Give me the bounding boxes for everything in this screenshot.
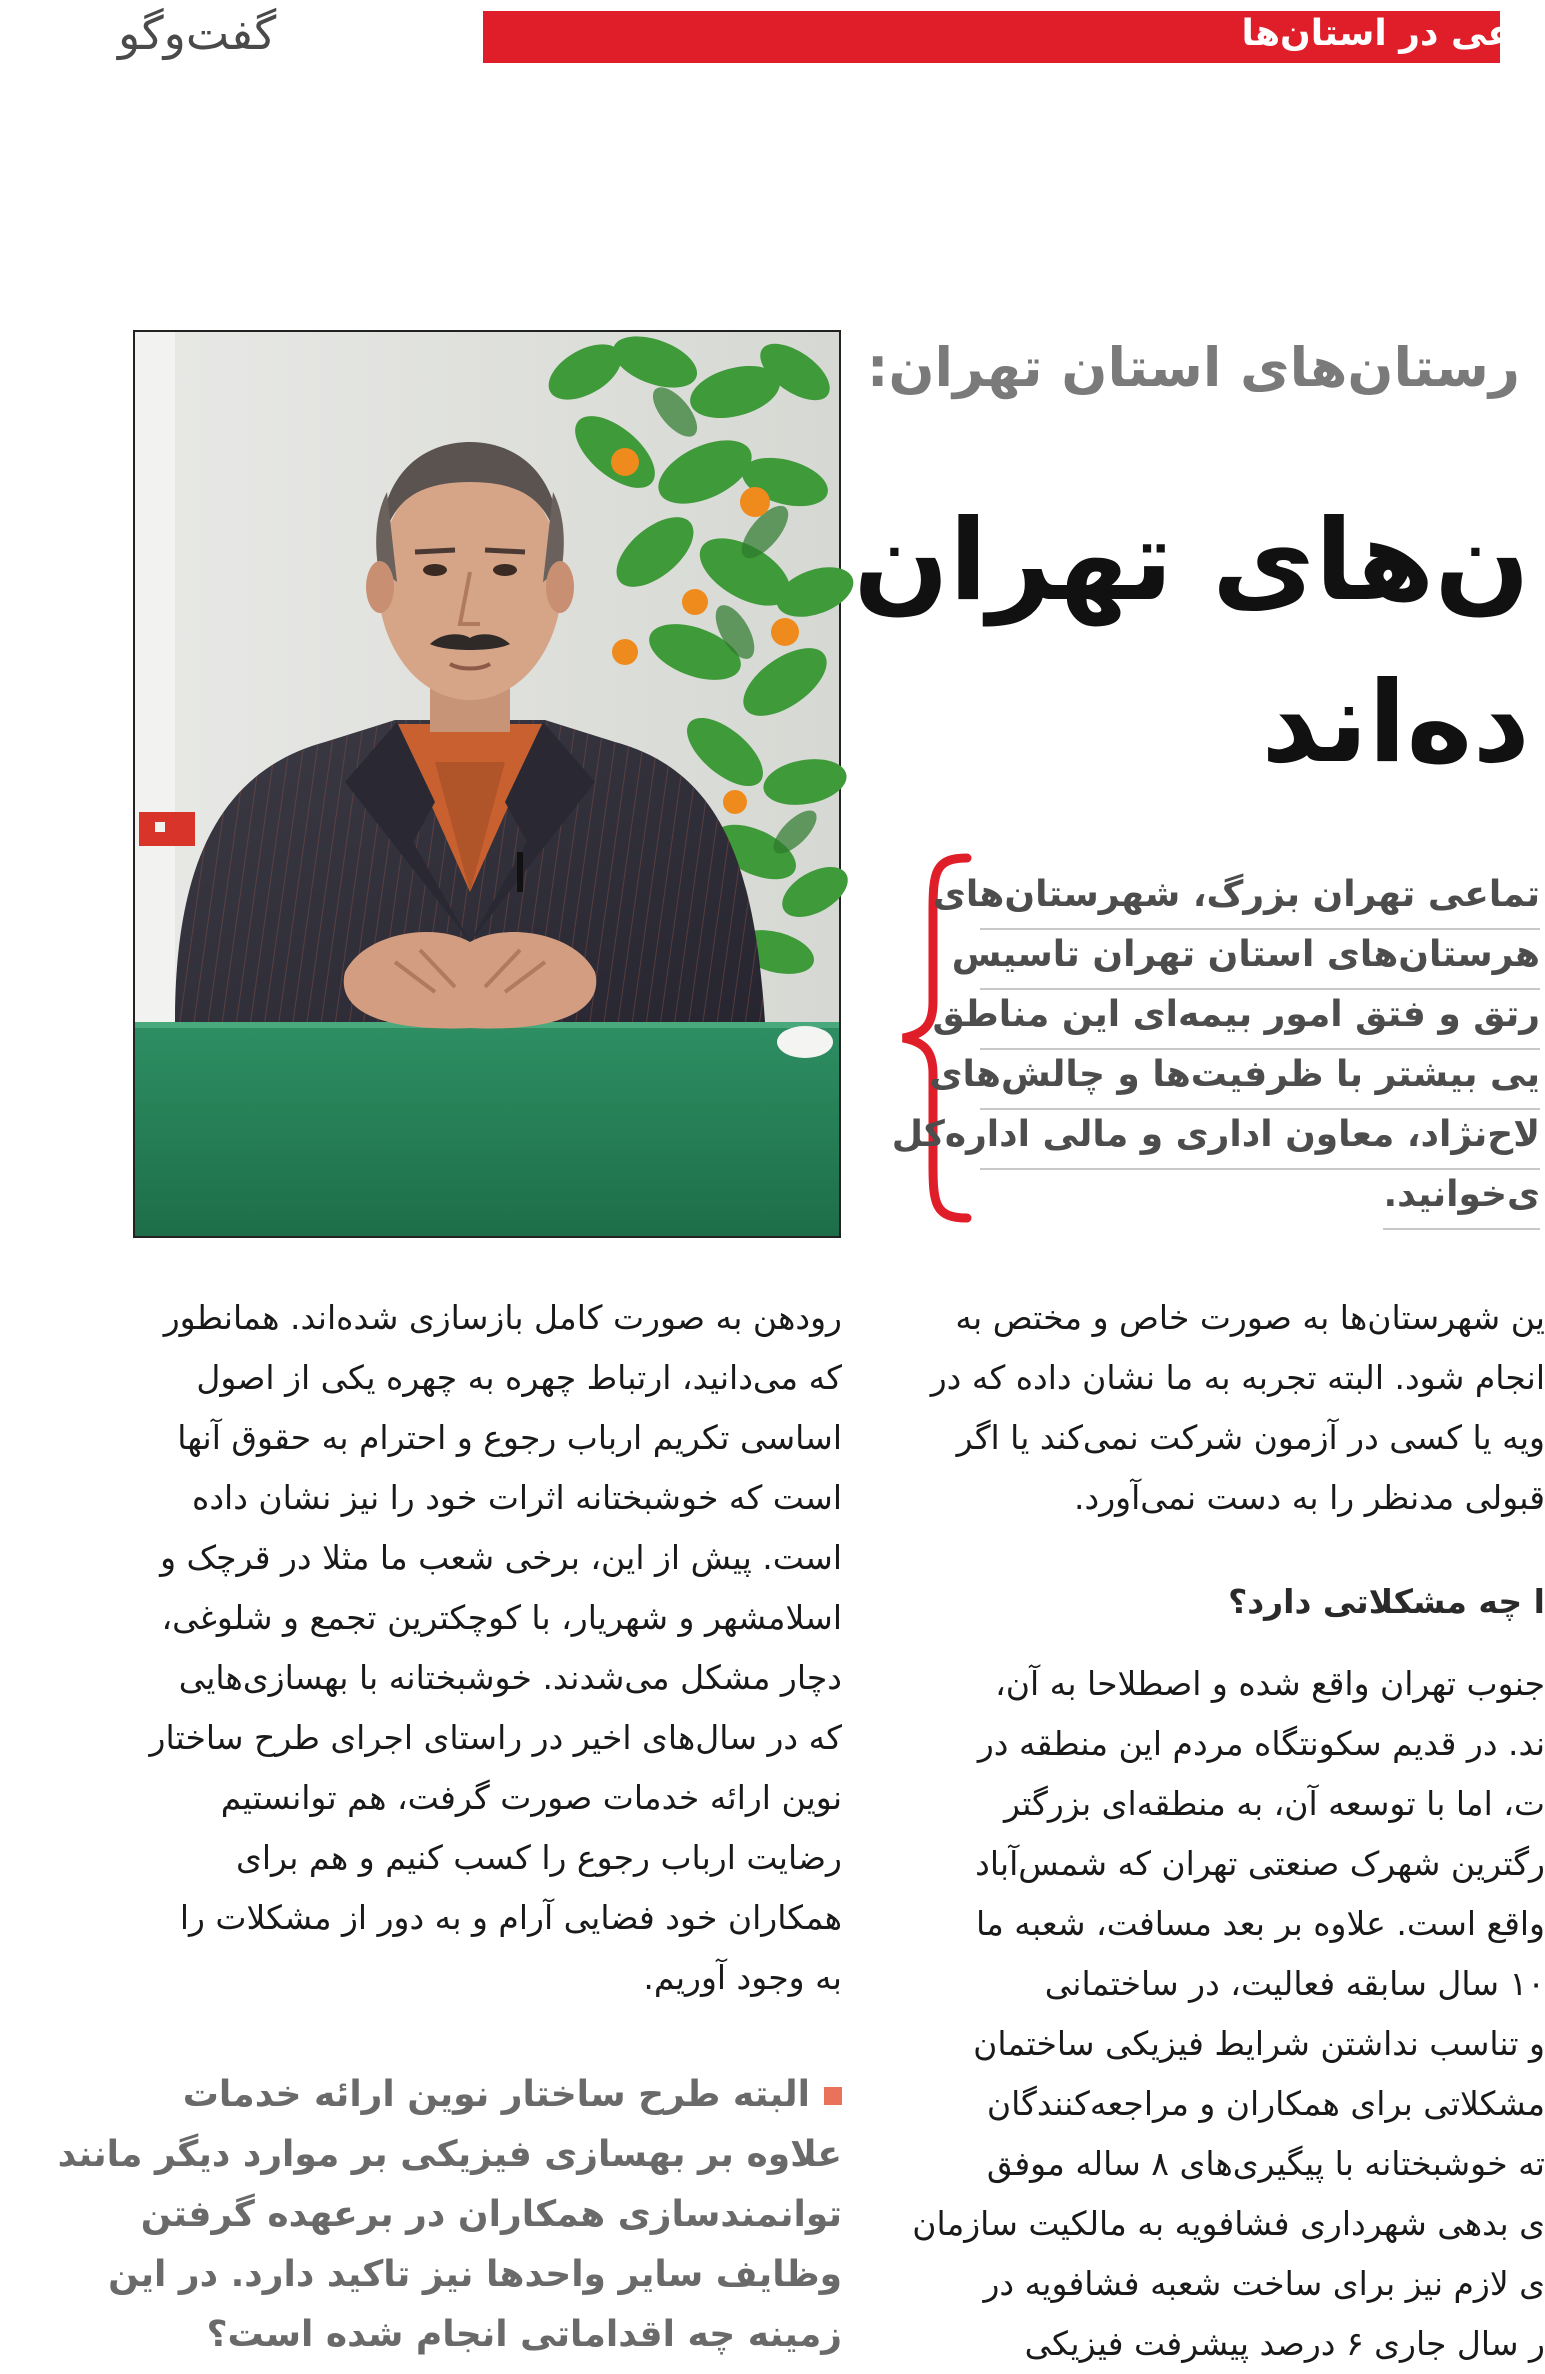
body-line: قبولی مدنظر را به دست نمی‌آورد. bbox=[1074, 1478, 1545, 1517]
body-line: است که خوشبختانه اثرات خود را نیز نشان داده bbox=[192, 1478, 842, 1517]
body-line: اساسی تکریم ارباب رجوع و احترام به حقوق آنها bbox=[177, 1418, 842, 1457]
body-line: ین شهرستان‌ها به صورت خاص و مختص به bbox=[955, 1298, 1545, 1337]
lead-line: هرستان‌های استان تهران تاسیس bbox=[980, 930, 1540, 990]
body-line: رودهن به صورت کامل بازسازی شده‌اند. همانطور bbox=[163, 1298, 842, 1337]
body-line: واقع است. علاوه بر بعد مسافت، شعبه ما bbox=[976, 1904, 1545, 1943]
article-column-right-body bbox=[905, 1654, 1545, 2374]
lead-line: ی‌خوانید. bbox=[1383, 1170, 1540, 1230]
lead-line: لاح‌نژاد، معاون اداری و مالی اداره‌کل bbox=[980, 1110, 1540, 1170]
article-column-right bbox=[905, 1288, 1545, 1528]
question-text: البته طرح ساختار نوین ارائه خدمات bbox=[182, 2074, 810, 2115]
headline-line-2: ده‌اند bbox=[1261, 658, 1530, 788]
body-line: که می‌دانید، ارتباط چهره به چهره یکی از اصول bbox=[196, 1358, 842, 1397]
body-line: ت، اما با توسعه آن، به منطقه‌ای بزرگتر bbox=[1003, 1784, 1545, 1823]
body-line: ند. در قدیم سکونتگاه مردم این منطقه در bbox=[977, 1724, 1545, 1763]
body-line: به وجود آوریم. bbox=[643, 1958, 842, 1997]
headline-kicker: رستان‌های استان تهران: bbox=[866, 336, 1520, 399]
section-red-bar bbox=[483, 11, 1512, 63]
body-line: ی لازم نیز برای ساخت شعبه فشافویه در bbox=[983, 2264, 1545, 2303]
body-line: رضایت ارباب رجوع را کسب کنیم و هم برای bbox=[236, 1838, 842, 1877]
body-line: ی بدهی شهرداری فشافویه به مالکیت سازمان bbox=[912, 2204, 1545, 2243]
question-bullet-icon bbox=[824, 2087, 842, 2105]
question-line: توانمندسازی همکاران در برعهده گرفتن bbox=[140, 2194, 842, 2235]
body-line: ۱۰ سال سابقه فعالیت، در ساختمانی bbox=[1044, 1964, 1545, 2003]
body-line: جنوب تهران واقع شده و اصطلاحا به آن، bbox=[995, 1664, 1545, 1703]
body-line: دچار مشکل می‌شدند. خوشبختانه با بهسازی‌هایی bbox=[178, 1658, 842, 1697]
lead-line: رتق و فتق امور بیمه‌ای این مناطق bbox=[980, 990, 1540, 1050]
lead-line: تماعی تهران بزرگ، شهرستان‌های bbox=[980, 870, 1540, 930]
body-line: ر سال جاری ۶ درصد پیشرفت فیزیکی bbox=[1024, 2324, 1545, 2363]
body-line: که در سال‌های اخیر در راستای اجرای طرح ساختار bbox=[149, 1718, 842, 1757]
portrait-photo bbox=[133, 330, 841, 1238]
question-line: وظایف سایر واحدها نیز تاکید دارد. در این bbox=[108, 2254, 842, 2295]
question-line: علاوه بر بهسازی فیزیکی بر موارد دیگر مانند bbox=[57, 2134, 842, 2175]
interview-question bbox=[57, 2065, 842, 2365]
sub-heading: ا چه مشکلاتی دارد؟ bbox=[1228, 1582, 1545, 1621]
lead-paragraph bbox=[891, 870, 1540, 1230]
headline-line-1: ن‌های تهران bbox=[853, 496, 1530, 626]
body-line: اسلامشهر و شهریار، با کوچکترین تجمع و شلوغی، bbox=[161, 1598, 842, 1637]
body-line: و تناسب نداشتن شرایط فیزیکی ساختمان bbox=[973, 2024, 1545, 2063]
body-line: رگترین شهرک صنعتی تهران که شمس‌آباد bbox=[975, 1844, 1545, 1883]
portrait-photo-icon bbox=[135, 332, 839, 1236]
article-column-left bbox=[128, 1288, 842, 2008]
question-line bbox=[128, 2065, 842, 2125]
body-line: مشکلاتی برای همکاران و مراجعه‌کنندگان bbox=[986, 2084, 1545, 2123]
body-line: است. پیش از این، برخی شعب ما مثلا در قرچک و bbox=[160, 1538, 842, 1577]
body-line: ته خوشبختانه با پیگیری‌های ۸ ساله موفق bbox=[986, 2144, 1545, 2183]
body-line: نوین ارائه خدمات صورت گرفت، هم توانستیم bbox=[220, 1778, 842, 1817]
section-bar-text: عی در استان‌ها bbox=[1241, 13, 1512, 54]
question-line: زمینه چه اقداماتی انجام شده است؟ bbox=[206, 2314, 842, 2355]
section-label: گفت‌وگو bbox=[118, 6, 277, 60]
body-line: ویه یا کسی در آزمون شرکت نمی‌کند یا اگر bbox=[956, 1418, 1545, 1457]
body-line: همکاران خود فضایی آرام و به دور از مشکلات را bbox=[179, 1898, 842, 1937]
lead-line: یی بیشتر با ظرفیت‌ها و چالش‌های bbox=[980, 1050, 1540, 1110]
body-line: انجام شود. البته تجربه به ما نشان داده که در bbox=[930, 1358, 1545, 1397]
